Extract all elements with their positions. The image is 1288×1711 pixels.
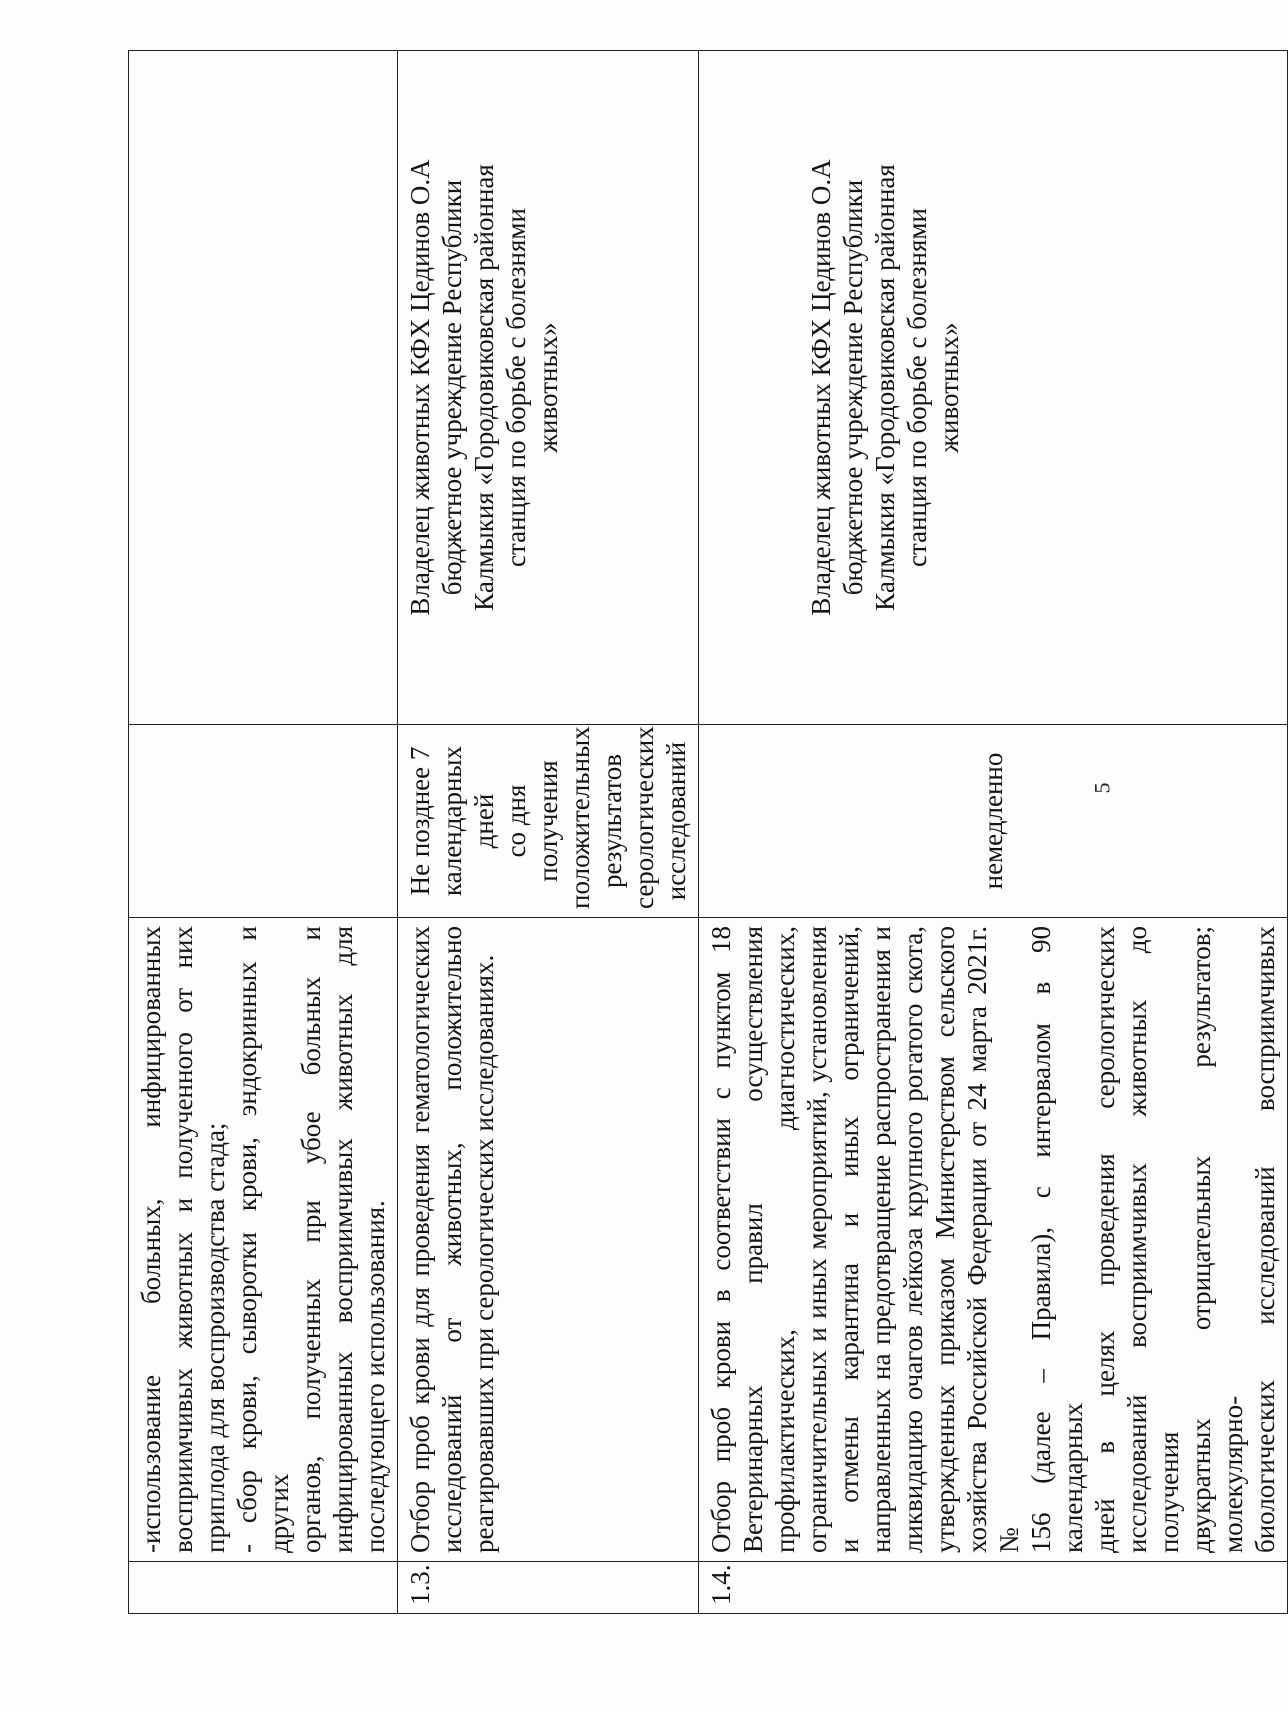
- responsible-cell: [129, 51, 398, 725]
- description-line: приплода для воспроизводства стада;: [200, 1122, 230, 1553]
- description-line: -использование больных, инфицированных: [136, 926, 166, 1553]
- deadline-cell: [398, 725, 699, 918]
- cell-spacer: [705, 59, 805, 716]
- description-line: дней в целях проведения серологических: [1090, 926, 1120, 1553]
- deadline-cell: [699, 725, 1288, 918]
- measure-description-cell: [699, 918, 1288, 1562]
- description-line: профилактических, диагностических,: [770, 926, 800, 1553]
- description-line: Отбор проб крови в соответствии с пунктом 18: [706, 926, 736, 1553]
- page-number: 5: [1089, 782, 1115, 794]
- description-line: ликвидацию очагов лейкоза крупного рогатого скота,: [898, 926, 928, 1553]
- description-line: двукратных отрицательных результатов; молекулярно-: [1186, 926, 1248, 1553]
- description-line: - сбор крови, сыворотки крови, эндокринных и других: [232, 926, 294, 1553]
- description-line: утвержденных приказом Министерством сельского: [930, 926, 960, 1553]
- description-line: хозяйства Российской Федерации от 24 марта 2021г. №: [962, 926, 1024, 1553]
- responsible-line: животных»: [934, 322, 964, 453]
- description-line: органов, полученных при убое больных и: [296, 926, 326, 1553]
- row-number-cell: 1.3.: [398, 1562, 699, 1614]
- rotated-document-page: [128, 51, 1280, 1614]
- responsible-cell: [398, 51, 699, 725]
- table-row-continuation: [129, 51, 398, 1614]
- description-line: восприимчивых животных и полученного от них: [168, 926, 198, 1553]
- description-line: исследований восприимчивых животных до получения: [1122, 926, 1184, 1553]
- deadline-line: со дня получения: [501, 760, 563, 882]
- deadline-cell: [129, 725, 398, 918]
- measure-description-cell: [129, 918, 398, 1562]
- description-line: Ветеринарных правил осуществления: [738, 926, 768, 1553]
- table-row-1-3: [398, 51, 699, 1614]
- description-line: биологических исследований восприимчивых: [1250, 926, 1280, 1553]
- deadline-line: исследований: [661, 741, 691, 901]
- deadline-line: календарных дней: [437, 745, 499, 897]
- responsible-line: Калмыкия «Городовиковская районная: [469, 164, 499, 611]
- description-line: реагировавших при серологических исследованиях.: [469, 954, 499, 1553]
- responsible-line: Владелец животных КФХ Цединов О.А: [405, 159, 435, 616]
- description-line: и отмены карантина и иных ограничений,: [834, 926, 864, 1553]
- responsible-line: бюджетное учреждение Республики: [838, 179, 868, 596]
- description-line: исследований от животных, положительно: [437, 926, 467, 1553]
- row-number-cell: [129, 1562, 398, 1614]
- responsible-line: животных»: [533, 322, 563, 453]
- responsible-line: станция по борьбе с болезнями: [902, 208, 932, 567]
- deadline-line: немедленно: [978, 752, 1008, 890]
- description-line: последующего использования.: [360, 1200, 390, 1553]
- row-number-cell: 1.4.: [699, 1562, 1288, 1614]
- deadline-line: серологических: [629, 726, 659, 909]
- deadline-line: результатов: [597, 753, 627, 889]
- description-line: 156 (далее – Правила), с интервалом в 90 календарных: [1026, 926, 1088, 1553]
- responsible-cell: [699, 51, 1288, 725]
- deadline-line: Не позднее 7: [405, 746, 435, 896]
- measures-table: [128, 50, 1288, 1614]
- description-line: направленных на предотвращение распространения и: [866, 926, 896, 1553]
- responsible-line: бюджетное учреждение Республики: [437, 179, 467, 596]
- table-row-1-4: [699, 51, 1288, 1614]
- description-line: ограничительных и иных мероприятий, установления: [802, 926, 832, 1553]
- responsible-line: Владелец животных КФХ Цединов О.А: [806, 159, 836, 616]
- deadline-line: положительных: [565, 726, 595, 909]
- measure-description-cell: [398, 918, 699, 1562]
- responsible-line: станция по борьбе с болезнями: [501, 208, 531, 567]
- responsible-line: Калмыкия «Городовиковская районная: [870, 164, 900, 611]
- description-line: инфицированных восприимчивых животных для: [328, 926, 358, 1553]
- description-line: Отбор проб крови для проведения гематологических: [405, 926, 435, 1553]
